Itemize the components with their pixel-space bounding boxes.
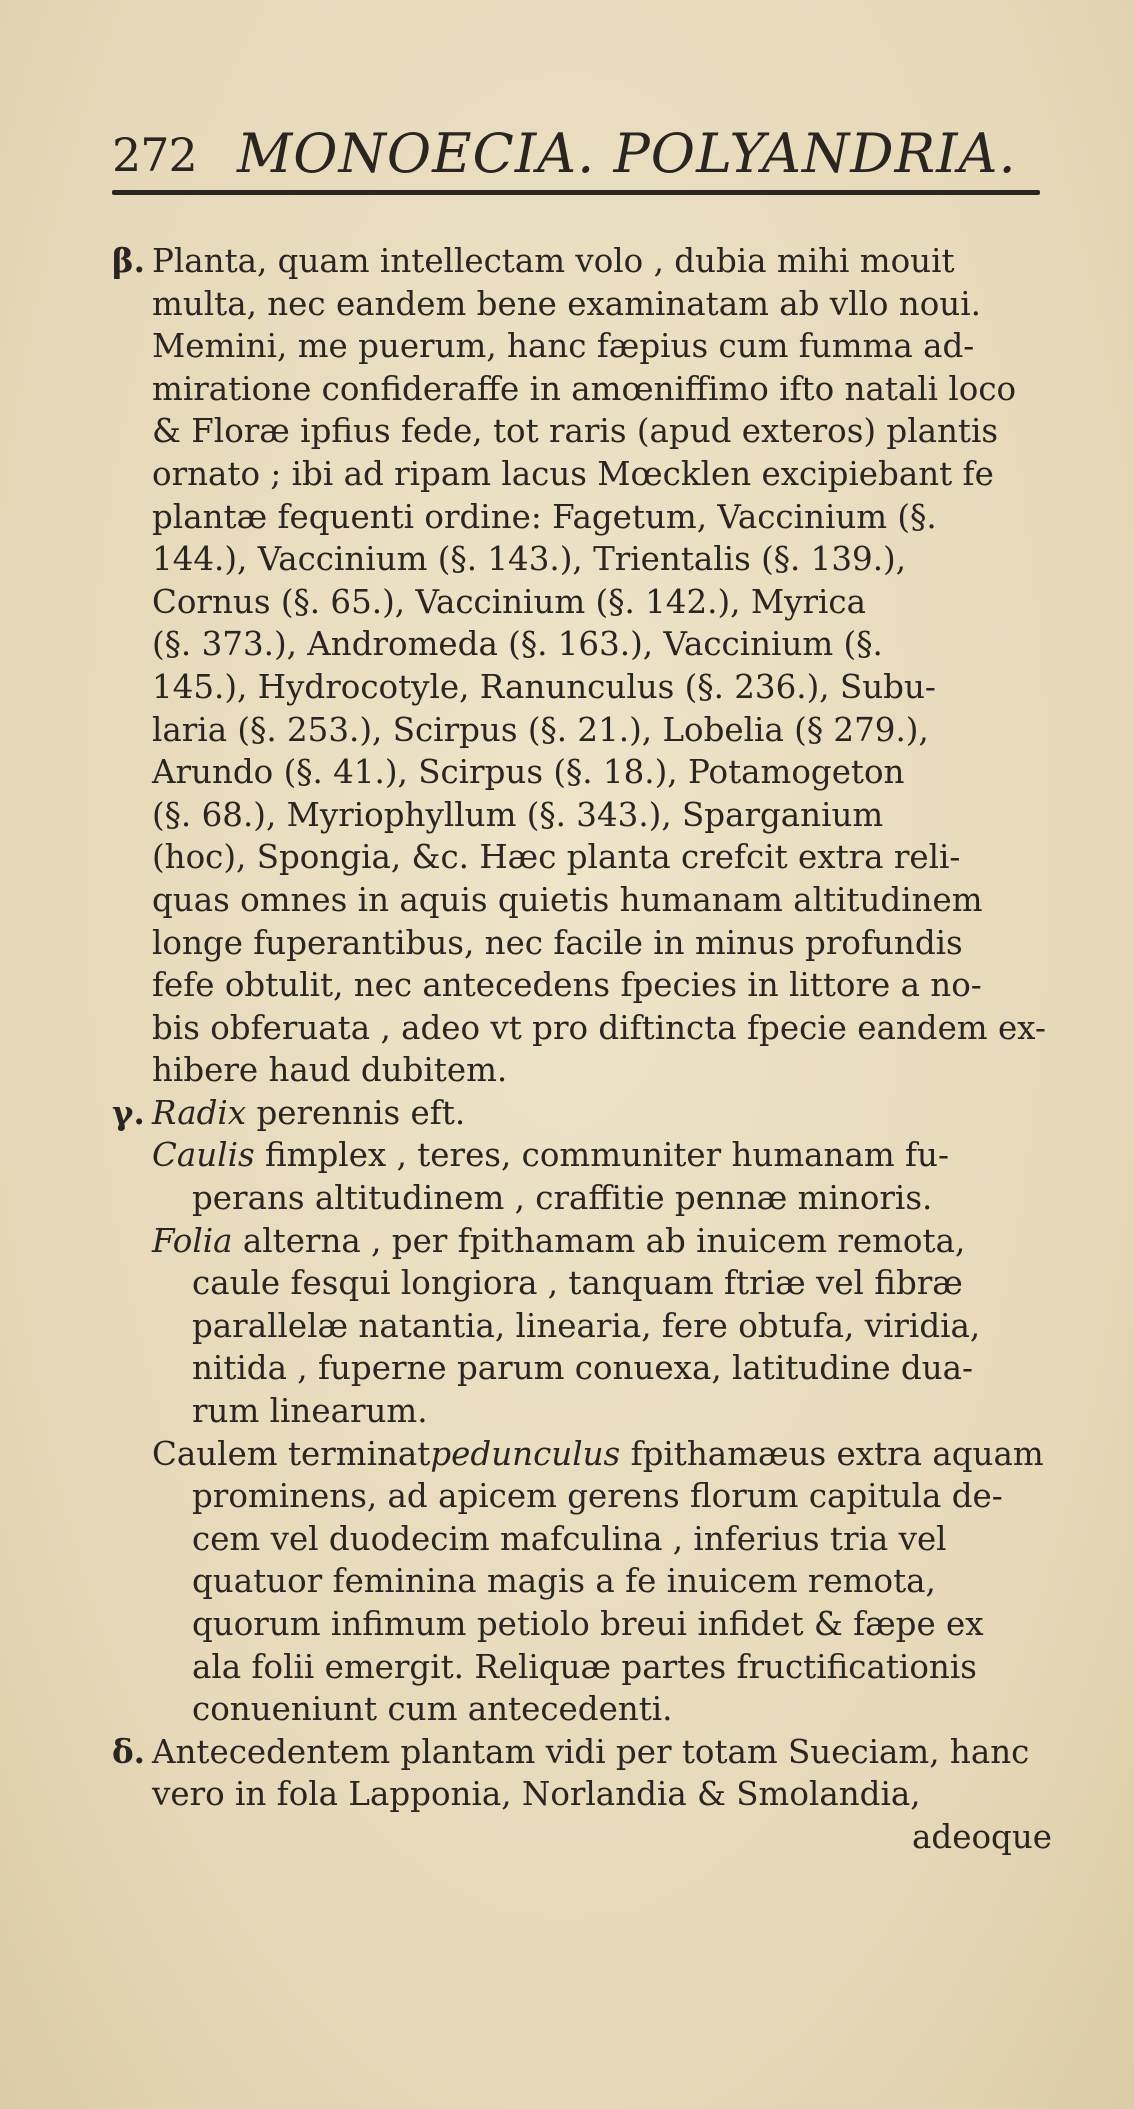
- term-radix: Radix: [152, 1093, 247, 1132]
- text-line: & Floræ ipfius fede, tot raris (apud exteros) plantis: [152, 412, 999, 451]
- running-title: MONOECIA. POLYANDRIA.: [237, 122, 1017, 185]
- catchword: adeoque: [912, 1817, 1052, 1856]
- text-line: prominens, ad apicem gerens florum capitula de-: [192, 1477, 1003, 1516]
- text-line: cem vel duodecim mafculina , inferius tria vel: [192, 1519, 947, 1558]
- text-line: quas omnes in aquis quietis humanam altitudinem: [152, 880, 983, 919]
- text-line: conueniunt cum antecedenti.: [192, 1690, 673, 1729]
- text-line: parallelæ natantia, linearia, fere obtufa, viridia,: [192, 1306, 981, 1345]
- text-line: hibere haud dubitem.: [152, 1051, 508, 1090]
- text-line: caule fesqui longiora , tanquam ftriæ vel fibræ: [192, 1264, 963, 1303]
- section-marker: β.: [112, 241, 145, 280]
- text-line: fefe obtulit, nec antecedens fpecies in littore a no-: [152, 966, 982, 1005]
- paragraph-pedunculus: [112, 1433, 1052, 1731]
- text-line: fpithamæus extra aquam: [630, 1434, 1044, 1473]
- text-line: miratione confideraffe in amœniffimo ifto natali loco: [152, 369, 1017, 408]
- text-line: (§. 373.), Andromeda (§. 163.), Vaccinium (§.: [152, 625, 883, 664]
- text-line: Arundo (§. 41.), Scirpus (§. 18.), Potamogeton: [152, 753, 905, 792]
- text-line: fimplex , teres, communiter humanam fu-: [265, 1136, 949, 1175]
- text-line: Antecedentem plantam vidi per totam Sueciam, hanc: [152, 1732, 1030, 1771]
- text-line: ornato ; ibi ad ripam lacus Mœcklen excipiebant fe: [152, 454, 994, 493]
- term-folia: Folia: [152, 1221, 233, 1260]
- text-line: Memini, me puerum, hanc fæpius cum fumma ad-: [152, 327, 975, 366]
- text-line: perennis eft.: [256, 1093, 466, 1132]
- term-caulis: Caulis: [152, 1136, 255, 1175]
- text-line: quatuor feminina magis a fe inuicem remota,: [192, 1562, 936, 1601]
- paragraph-folia: [112, 1220, 1052, 1433]
- text-line: (hoc), Spongia, &c. Hæc planta crefcit extra reli-: [152, 838, 961, 877]
- paragraph-caulis: [112, 1134, 1052, 1219]
- page-number: 272: [112, 128, 197, 182]
- page-body: [112, 240, 1052, 1859]
- paragraph-radix: [112, 1092, 1052, 1135]
- text-lead: Caulem terminat: [152, 1434, 431, 1473]
- text-line: alterna , per fpithamam ab inuicem remota,: [242, 1221, 966, 1260]
- text-line: perans altitudinem , craffitie pennæ minoris.: [192, 1179, 933, 1218]
- term-pedunculus: pedunculus: [430, 1434, 621, 1473]
- text-line: multa, nec eandem bene examinatam ab vllo noui.: [152, 284, 981, 323]
- page-header: [112, 118, 1052, 188]
- text-line: vero in fola Lapponia, Norlandia & Smolandia,: [152, 1775, 921, 1814]
- text-line: laria (§. 253.), Scirpus (§. 21.), Lobelia (§ 279.),: [152, 710, 929, 749]
- paragraph-beta: [112, 240, 1052, 1092]
- section-marker: γ.: [112, 1092, 145, 1132]
- text-line: rum linearum.: [192, 1392, 428, 1431]
- text-line: quorum infimum petiolo breui infidet & fæpe ex: [192, 1605, 984, 1643]
- text-line: nitida , fuperne parum conuexa, latitudine dua-: [192, 1349, 974, 1388]
- text-line: Planta, quam intellectam volo , dubia mihi mouit: [152, 242, 955, 280]
- text-line: 144.), Vaccinium (§. 143.), Trientalis (§. 139.),: [152, 540, 907, 579]
- text-line: ala folii emergit. Reliquæ partes fructificationis: [192, 1647, 977, 1686]
- header-rule: [112, 190, 1040, 195]
- text-line: bis obferuata , adeo vt pro diftincta fpecie eandem ex-: [152, 1008, 1046, 1047]
- section-marker: δ.: [112, 1731, 145, 1771]
- text-line: longe fuperantibus, nec facile in minus profundis: [152, 923, 963, 962]
- paragraph-delta: [112, 1731, 1052, 1816]
- text-line: 145.), Hydrocotyle, Ranunculus (§. 236.), Subu-: [152, 667, 936, 706]
- text-line: Cornus (§. 65.), Vaccinium (§. 142.), Myrica: [152, 582, 866, 621]
- text-line: (§. 68.), Myriophyllum (§. 343.), Sparganium: [152, 795, 884, 834]
- text-line: plantæ fequenti ordine: Fagetum, Vaccinium (§.: [152, 497, 937, 536]
